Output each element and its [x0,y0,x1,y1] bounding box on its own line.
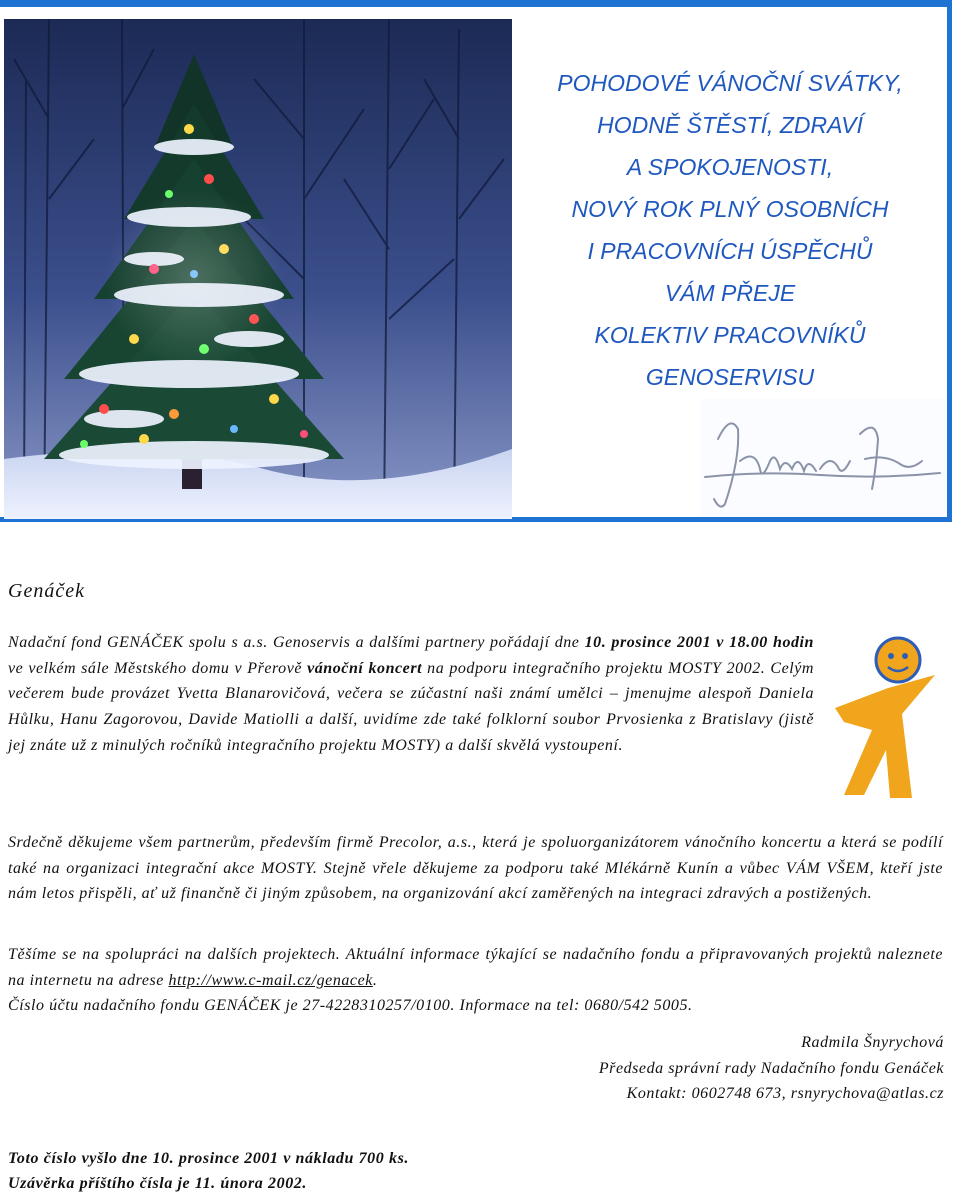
greeting-line: I PRACOVNÍCH ÚSPĚCHŮ [587,238,873,264]
greeting-line: VÁM PŘEJE [664,280,796,306]
greeting-text [515,62,945,398]
website-link[interactable]: http://www.c-mail.cz/genacek [168,971,373,989]
account-info: Číslo účtu nadačního fondu GENÁČEK je 27-4228310257/0100. Informace na tel: 0680/542 5005. [8,997,693,1015]
bold-text: vánoční koncert [307,659,423,677]
greeting-card [0,0,952,522]
christmas-tree-photo [4,19,512,519]
greeting-line: HODNĚ ŠTĚSTÍ, ZDRAVÍ [597,112,863,138]
signoff-role: Předseda správní rady Nadačního fondu Genáček [598,1059,944,1077]
handwritten-signature [700,399,945,517]
footer-line: Uzávěrka příštího čísla je 11. února 2002. [8,1175,308,1192]
signoff-name: Radmila Šnyrychová [801,1034,944,1051]
concert-paragraph [8,630,814,759]
bold-text: 10. prosince 2001 v 18.00 hodin [584,634,814,651]
text-run: Těšíme se na spolupráci na dalších projektech. Aktuální informace týkající se nadačního fondu a připravovaných projektů naleznete na internetu na adrese [8,946,943,989]
issue-footer [8,1146,409,1196]
greeting-line: A SPOKOJENOSTI, [626,154,834,180]
text-run: . [372,971,378,989]
genacek-figure-logo [830,630,940,800]
signoff-contact: Kontakt: 0602748 673, rsnyrychova@atlas.cz [626,1085,944,1102]
text-run: ve velkém sále Městského domu v Přerově [8,659,308,677]
signoff [599,1030,944,1107]
footer-line: Toto číslo vyšlo dne 10. prosince 2001 v nákladu 700 ks. [8,1150,410,1167]
text-run: na podporu integračního projektu MOSTY 2002. Celým večerem bude provázet Yvetta Blanarovičová, večera se zúčastní naši známí umělci – jmenujme alespoň Daniela Hůlku, Hanu Zagorovou, Davide Matiolli a další, uvidíme zde také folklorní soubor Prvosienka z Bratislavy (jistě jej znáte už z minulých ročníků integračního projektu MOSTY) a další skvělá vystoupení. [8,659,815,754]
info-paragraph [8,942,943,1019]
greeting-line: GENOSERVISU [645,364,815,390]
section-title: Genáček [8,580,85,602]
text-run: Nadační fond GENÁČEK spolu s a.s. Genoservis a dalšími partnery pořádají dne [8,634,585,651]
greeting-line: KOLEKTIV PRACOVNÍKŮ [594,322,866,348]
greeting-line: NOVÝ ROK PLNÝ OSOBNÍCH [571,196,889,222]
greeting-line: POHODOVÉ VÁNOČNÍ SVÁTKY, [557,70,903,96]
thanks-paragraph: Srdečně děkujeme všem partnerům, především firmě Precolor, a.s., která je spoluorganizátorem vánočního koncertu a která se podílí také na organizaci integrační akce MOSTY. Stejně vřele děkujeme za podporu také Mlékárně Kunín a vůbec VÁM VŠEM, kteří jste nám letos přispěli, ať už finančně či jiným způsobem, na organizování akcí zaměřených na integraci zdravých a postižených. [8,834,943,903]
